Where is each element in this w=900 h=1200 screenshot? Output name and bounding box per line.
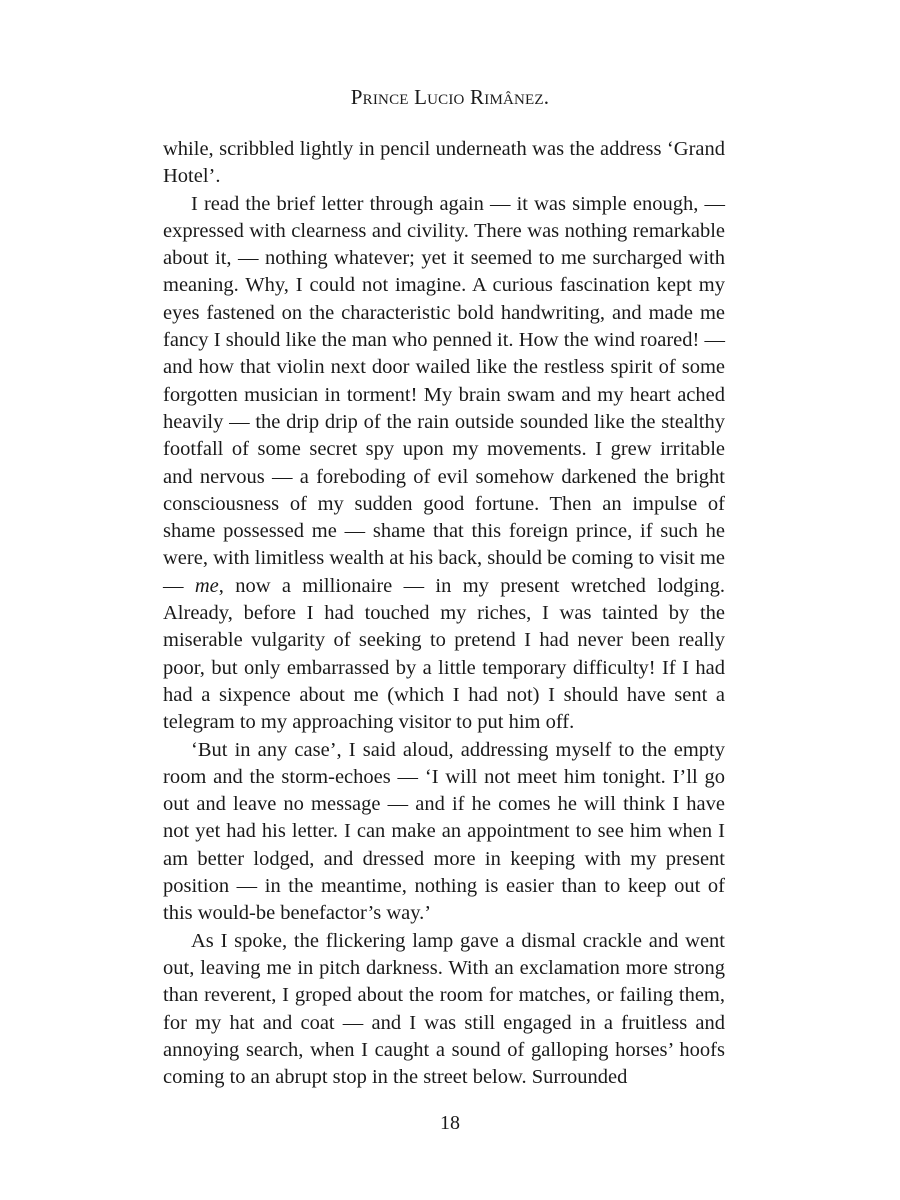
text-segment: ‘But in any case’, I said aloud, addressing myself to the empty room and the storm-echoes — ‘I will not meet him tonight. I’ll go out and leave no message — and if he comes he will think I have not yet had his letter. I can make an appointment to see him when I am better lodged, and dressed more in keeping with my present position — in the meantime, nothing is easier than to keep out of this would-be benefactor’s way.’: [163, 738, 725, 925]
text-segment: while, scribbled lightly in pencil underneath was the address ‘Grand Hotel’.: [163, 138, 725, 188]
text-segment: , now a millionaire — in my present wretched lodging. Already, before I had touched my riches, I was tainted by the miserable vulgarity of seeking to pretend I had never been really poor, but only embarrassed by a little temporary difficulty! If I had had a sixpence about me (which I had not) I should have sent a telegram to my approaching visitor to put him off.: [163, 574, 725, 734]
italic-emphasis: me: [194, 574, 219, 597]
body-text: [163, 136, 725, 1091]
paragraph-3: [163, 737, 725, 928]
paragraph-4: [163, 928, 725, 1092]
paragraph-1: [163, 136, 725, 191]
paragraph-2: [163, 191, 725, 737]
text-segment: I read the brief letter through again — it was simple enough, — expressed with clearness and civility. There was nothing remarkable about it, — nothing whatever; yet it seemed to me surcharged with meaning. Why, I could not imagine. A curious fascination kept my eyes fastened on the characteristic bold handwriting, and made me fancy I should like the man who penned it. How the wind roared! — and how that violin next door wailed like the restless spirit of some forgotten musician in torment! My brain swam and my heart ached heavily — the drip drip of the rain outside sounded like the stealthy footfall of some secret spy upon my movements. I grew irritable and nervous — a foreboding of evil somehow darkened the bright consciousness of my sudden good fortune. Then an impulse of shame possessed me — shame that this foreign prince, if such he were, with limitless wealth at his back, should be coming to visit me —: [163, 192, 725, 597]
page-number: 18: [440, 1112, 460, 1134]
running-head: Prince Lucio Rimânez.: [350, 85, 550, 109]
text-segment: As I spoke, the flickering lamp gave a dismal crackle and went out, leaving me in pitch darkness. With an exclamation more strong than reverent, I groped about the room for matches, or failing them, for my hat and coat — and I was still engaged in a fruitless and annoying search, when I caught a sound of galloping horses’ hoofs coming to an abrupt stop in the street below. Surrounded: [163, 929, 725, 1089]
